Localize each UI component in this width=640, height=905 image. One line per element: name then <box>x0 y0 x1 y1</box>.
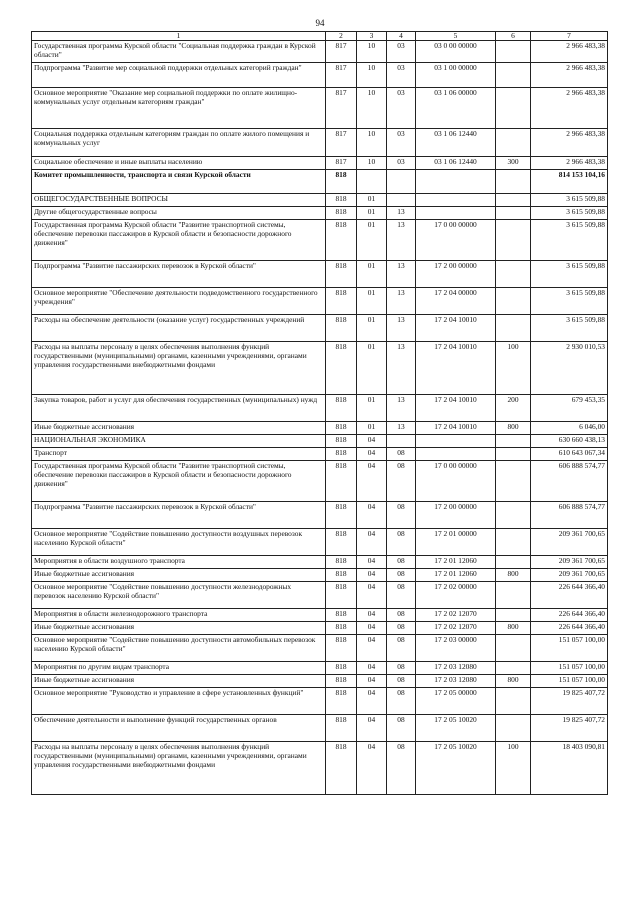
row-subsection-code: 03 <box>387 129 416 157</box>
row-section-code: 01 <box>357 207 387 220</box>
row-ved-code: 818 <box>326 609 357 622</box>
row-target-code: 17 2 03 12080 <box>416 662 496 675</box>
row-expense-type <box>496 688 531 715</box>
row-target-code: 17 2 02 00000 <box>416 582 496 609</box>
row-subsection-code: 08 <box>387 622 416 635</box>
row-target-code: 17 2 04 10010 <box>416 395 496 422</box>
row-amount: 3 615 509,88 <box>531 261 608 288</box>
row-name: Мероприятия по другим видам транспорта <box>32 662 326 675</box>
table-row <box>32 395 608 422</box>
row-amount: 2 966 483,38 <box>531 41 608 63</box>
row-expense-type: 800 <box>496 422 531 435</box>
row-ved-code: 818 <box>326 556 357 569</box>
row-name: Обеспечение деятельности и выполнение функций государственных органов <box>32 715 326 742</box>
row-section-code: 04 <box>357 435 387 448</box>
row-section-code: 01 <box>357 422 387 435</box>
table-row <box>32 609 608 622</box>
row-expense-type <box>496 170 531 194</box>
row-ved-code: 818 <box>326 207 357 220</box>
row-section-code: 04 <box>357 635 387 662</box>
table-row <box>32 41 608 63</box>
budget-table <box>31 31 608 795</box>
row-section-code: 04 <box>357 742 387 795</box>
row-subsection-code: 13 <box>387 288 416 315</box>
table-row <box>32 622 608 635</box>
row-ved-code: 818 <box>326 170 357 194</box>
row-section-code: 04 <box>357 662 387 675</box>
row-expense-type: 800 <box>496 622 531 635</box>
row-section-code: 04 <box>357 569 387 582</box>
row-ved-code: 818 <box>326 288 357 315</box>
row-expense-type: 800 <box>496 675 531 688</box>
row-amount: 18 403 090,81 <box>531 742 608 795</box>
row-amount: 3 615 509,88 <box>531 288 608 315</box>
row-subsection-code: 08 <box>387 448 416 461</box>
row-name: Иные бюджетные ассигнования <box>32 622 326 635</box>
column-header: 3 <box>357 32 387 41</box>
row-amount: 606 888 574,77 <box>531 502 608 529</box>
row-subsection-code: 13 <box>387 315 416 342</box>
table-row <box>32 63 608 88</box>
row-expense-type: 100 <box>496 342 531 395</box>
table-row <box>32 170 608 194</box>
row-subsection-code: 03 <box>387 157 416 170</box>
row-expense-type: 800 <box>496 569 531 582</box>
row-name: Социальное обеспечение и иные выплаты населению <box>32 157 326 170</box>
row-target-code <box>416 170 496 194</box>
row-name: Комитет промышленности, транспорта и связи Курской области <box>32 170 326 194</box>
row-section-code: 01 <box>357 395 387 422</box>
row-ved-code: 818 <box>326 261 357 288</box>
row-ved-code: 817 <box>326 129 357 157</box>
table-row <box>32 88 608 129</box>
row-ved-code: 818 <box>326 529 357 556</box>
row-subsection-code: 08 <box>387 635 416 662</box>
row-amount: 151 057 100,00 <box>531 662 608 675</box>
row-section-code <box>357 170 387 194</box>
row-expense-type <box>496 435 531 448</box>
row-amount: 3 615 509,88 <box>531 315 608 342</box>
row-ved-code: 818 <box>326 315 357 342</box>
row-target-code <box>416 207 496 220</box>
row-name: Транспорт <box>32 448 326 461</box>
row-expense-type <box>496 88 531 129</box>
row-expense-type <box>496 194 531 207</box>
row-amount: 3 615 509,88 <box>531 207 608 220</box>
row-expense-type <box>496 582 531 609</box>
table-row <box>32 157 608 170</box>
row-amount: 226 644 366,40 <box>531 609 608 622</box>
row-subsection-code: 08 <box>387 529 416 556</box>
row-target-code: 17 2 03 00000 <box>416 635 496 662</box>
table-row <box>32 220 608 261</box>
row-section-code: 04 <box>357 715 387 742</box>
row-expense-type <box>496 315 531 342</box>
row-expense-type <box>496 609 531 622</box>
row-expense-type <box>496 662 531 675</box>
row-ved-code: 818 <box>326 502 357 529</box>
row-ved-code: 818 <box>326 342 357 395</box>
row-name: Иные бюджетные ассигнования <box>32 569 326 582</box>
row-name: Иные бюджетные ассигнования <box>32 422 326 435</box>
row-ved-code: 818 <box>326 675 357 688</box>
row-ved-code: 818 <box>326 662 357 675</box>
column-header: 4 <box>387 32 416 41</box>
row-name: Другие общегосударственные вопросы <box>32 207 326 220</box>
row-subsection-code <box>387 435 416 448</box>
row-section-code: 04 <box>357 688 387 715</box>
row-expense-type <box>496 288 531 315</box>
row-section-code: 04 <box>357 502 387 529</box>
row-ved-code: 818 <box>326 194 357 207</box>
row-name: ОБЩЕГОСУДАРСТВЕННЫЕ ВОПРОСЫ <box>32 194 326 207</box>
row-target-code: 17 2 00 00000 <box>416 502 496 529</box>
row-expense-type <box>496 129 531 157</box>
table-row <box>32 261 608 288</box>
row-target-code <box>416 448 496 461</box>
row-section-code: 04 <box>357 556 387 569</box>
row-ved-code: 817 <box>326 88 357 129</box>
row-target-code <box>416 435 496 448</box>
row-subsection-code: 08 <box>387 582 416 609</box>
table-row <box>32 635 608 662</box>
row-target-code <box>416 194 496 207</box>
row-amount: 814 153 104,16 <box>531 170 608 194</box>
row-subsection-code: 08 <box>387 715 416 742</box>
row-target-code: 17 2 04 10010 <box>416 422 496 435</box>
row-section-code: 10 <box>357 157 387 170</box>
row-target-code: 17 2 04 10010 <box>416 342 496 395</box>
row-name: Государственная программа Курской области "Социальная поддержка граждан в Курской области" <box>32 41 326 63</box>
row-target-code: 03 1 06 12440 <box>416 157 496 170</box>
row-amount: 3 615 509,88 <box>531 194 608 207</box>
table-row <box>32 582 608 609</box>
row-ved-code: 818 <box>326 448 357 461</box>
table-row <box>32 448 608 461</box>
row-ved-code: 817 <box>326 63 357 88</box>
row-amount: 2 966 483,38 <box>531 88 608 129</box>
row-amount: 151 057 100,00 <box>531 635 608 662</box>
table-row <box>32 461 608 502</box>
row-target-code: 17 2 05 00000 <box>416 688 496 715</box>
row-expense-type <box>496 635 531 662</box>
row-amount: 679 453,35 <box>531 395 608 422</box>
row-name: Основное мероприятие "Содействие повышению доступности железнодорожных перевозок населению Курской области" <box>32 582 326 609</box>
row-target-code: 17 2 00 00000 <box>416 261 496 288</box>
row-amount: 6 046,00 <box>531 422 608 435</box>
row-ved-code: 818 <box>326 582 357 609</box>
row-name: Подпрограмма "Развитие пассажирских перевозок в Курской области" <box>32 502 326 529</box>
row-amount: 209 361 700,65 <box>531 569 608 582</box>
row-subsection-code: 08 <box>387 742 416 795</box>
row-subsection-code: 08 <box>387 461 416 502</box>
table-row <box>32 715 608 742</box>
row-subsection-code: 13 <box>387 207 416 220</box>
row-subsection-code: 08 <box>387 675 416 688</box>
row-subsection-code: 13 <box>387 342 416 395</box>
column-header: 6 <box>496 32 531 41</box>
row-amount: 226 644 366,40 <box>531 582 608 609</box>
row-target-code: 03 1 00 00000 <box>416 63 496 88</box>
row-name: Расходы на обеспечение деятельности (оказание услуг) государственных учреждений <box>32 315 326 342</box>
row-amount: 19 825 407,72 <box>531 715 608 742</box>
row-subsection-code: 03 <box>387 63 416 88</box>
row-expense-type <box>496 529 531 556</box>
row-section-code: 04 <box>357 622 387 635</box>
row-name: Подпрограмма "Развитие пассажирских перевозок в Курской области" <box>32 261 326 288</box>
row-name: Закупка товаров, работ и услуг для обеспечения государственных (муниципальных) нужд <box>32 395 326 422</box>
row-amount: 630 660 438,13 <box>531 435 608 448</box>
row-subsection-code: 13 <box>387 261 416 288</box>
row-section-code: 01 <box>357 342 387 395</box>
row-section-code: 10 <box>357 129 387 157</box>
row-section-code: 01 <box>357 194 387 207</box>
row-amount: 2 966 483,38 <box>531 129 608 157</box>
row-subsection-code: 13 <box>387 220 416 261</box>
row-name: Мероприятия в области воздушного транспорта <box>32 556 326 569</box>
row-expense-type <box>496 448 531 461</box>
row-section-code: 04 <box>357 529 387 556</box>
row-subsection-code: 08 <box>387 609 416 622</box>
row-amount: 2 966 483,38 <box>531 157 608 170</box>
row-target-code: 17 2 04 00000 <box>416 288 496 315</box>
row-target-code: 17 2 04 10010 <box>416 315 496 342</box>
row-name: НАЦИОНАЛЬНАЯ ЭКОНОМИКА <box>32 435 326 448</box>
row-expense-type <box>496 220 531 261</box>
row-section-code: 04 <box>357 582 387 609</box>
row-expense-type <box>496 502 531 529</box>
row-target-code: 17 2 03 12080 <box>416 675 496 688</box>
row-target-code: 17 2 05 10020 <box>416 742 496 795</box>
row-subsection-code <box>387 194 416 207</box>
table-row <box>32 422 608 435</box>
row-expense-type <box>496 207 531 220</box>
row-amount: 2 930 010,53 <box>531 342 608 395</box>
table-row <box>32 194 608 207</box>
table-row <box>32 502 608 529</box>
table-header-row <box>32 32 608 41</box>
row-expense-type <box>496 261 531 288</box>
row-ved-code: 818 <box>326 742 357 795</box>
row-subsection-code: 03 <box>387 41 416 63</box>
row-target-code: 17 0 00 00000 <box>416 220 496 261</box>
table-row <box>32 529 608 556</box>
row-expense-type <box>496 63 531 88</box>
table-row <box>32 675 608 688</box>
table-row <box>32 342 608 395</box>
row-subsection-code: 08 <box>387 688 416 715</box>
row-ved-code: 817 <box>326 157 357 170</box>
column-header: 2 <box>326 32 357 41</box>
row-name: Основное мероприятие "Оказание мер социальной поддержки по оплате жилищно-коммунальных услуг отдельным категориям граждан" <box>32 88 326 129</box>
row-name: Основное мероприятие "Содействие повышению доступности автомобильных перевозок населению Курской области" <box>32 635 326 662</box>
row-expense-type <box>496 41 531 63</box>
row-target-code: 17 2 01 12060 <box>416 556 496 569</box>
row-subsection-code: 08 <box>387 662 416 675</box>
row-target-code: 03 0 00 00000 <box>416 41 496 63</box>
row-ved-code: 818 <box>326 220 357 261</box>
row-ved-code: 817 <box>326 41 357 63</box>
row-name: Подпрограмма "Развитие мер социальной поддержки отдельных категорий граждан" <box>32 63 326 88</box>
row-target-code: 03 1 06 12440 <box>416 129 496 157</box>
row-target-code: 17 2 02 12070 <box>416 622 496 635</box>
row-expense-type: 200 <box>496 395 531 422</box>
row-amount: 19 825 407,72 <box>531 688 608 715</box>
page-number: 94 <box>315 18 325 28</box>
row-section-code: 01 <box>357 261 387 288</box>
row-ved-code: 818 <box>326 422 357 435</box>
row-amount: 2 966 483,38 <box>531 63 608 88</box>
row-subsection-code: 13 <box>387 422 416 435</box>
row-target-code: 17 2 01 12060 <box>416 569 496 582</box>
row-subsection-code: 03 <box>387 88 416 129</box>
row-ved-code: 818 <box>326 435 357 448</box>
row-ved-code: 818 <box>326 715 357 742</box>
table-row <box>32 315 608 342</box>
row-subsection-code: 08 <box>387 502 416 529</box>
row-section-code: 01 <box>357 288 387 315</box>
row-subsection-code: 13 <box>387 395 416 422</box>
table-row <box>32 207 608 220</box>
row-section-code: 10 <box>357 63 387 88</box>
row-name: Основное мероприятие "Обеспечение деятельности подведомственного государственного учреждения" <box>32 288 326 315</box>
row-section-code: 10 <box>357 88 387 129</box>
table-row <box>32 742 608 795</box>
row-name: Расходы на выплаты персоналу в целях обеспечения выполнения функций государственными (муниципальными) органами, казенными учреждениями, органами управления государственными внебюджетными фондами <box>32 742 326 795</box>
row-target-code: 17 2 01 00000 <box>416 529 496 556</box>
row-name: Государственная программа Курской области "Развитие транспортной системы, обеспечение перевозки пассажиров в Курской области и безопасности дорожного движения" <box>32 461 326 502</box>
row-ved-code: 818 <box>326 622 357 635</box>
table-row <box>32 688 608 715</box>
row-amount: 610 643 067,34 <box>531 448 608 461</box>
row-section-code: 04 <box>357 675 387 688</box>
row-target-code: 17 2 02 12070 <box>416 609 496 622</box>
row-amount: 3 615 509,88 <box>531 220 608 261</box>
row-name: Социальная поддержка отдельным категориям граждан по оплате жилого помещения и коммунальных услуг <box>32 129 326 157</box>
row-expense-type <box>496 715 531 742</box>
row-expense-type: 100 <box>496 742 531 795</box>
row-section-code: 04 <box>357 461 387 502</box>
row-ved-code: 818 <box>326 569 357 582</box>
row-expense-type: 300 <box>496 157 531 170</box>
row-section-code: 10 <box>357 41 387 63</box>
row-amount: 151 057 100,00 <box>531 675 608 688</box>
row-name: Расходы на выплаты персоналу в целях обеспечения выполнения функций государственными (муниципальными) органами, казенными учреждениями, органами управления государственными внебюджетными фондами <box>32 342 326 395</box>
row-target-code: 17 0 00 00000 <box>416 461 496 502</box>
table-row <box>32 435 608 448</box>
row-section-code: 01 <box>357 220 387 261</box>
row-name: Иные бюджетные ассигнования <box>32 675 326 688</box>
table-row <box>32 569 608 582</box>
row-subsection-code: 08 <box>387 556 416 569</box>
row-subsection-code <box>387 170 416 194</box>
row-expense-type <box>496 556 531 569</box>
row-amount: 209 361 700,65 <box>531 556 608 569</box>
row-amount: 606 888 574,77 <box>531 461 608 502</box>
row-ved-code: 818 <box>326 688 357 715</box>
row-name: Основное мероприятие "Содействие повышению доступности воздушных перевозок населению Курской области" <box>32 529 326 556</box>
row-ved-code: 818 <box>326 461 357 502</box>
column-header: 1 <box>32 32 326 41</box>
row-section-code: 04 <box>357 609 387 622</box>
row-target-code: 03 1 06 00000 <box>416 88 496 129</box>
row-name: Мероприятия в области железнодорожного транспорта <box>32 609 326 622</box>
row-amount: 226 644 366,40 <box>531 622 608 635</box>
row-section-code: 01 <box>357 315 387 342</box>
row-expense-type <box>496 461 531 502</box>
table-row <box>32 129 608 157</box>
row-ved-code: 818 <box>326 635 357 662</box>
row-section-code: 04 <box>357 448 387 461</box>
table-row <box>32 288 608 315</box>
row-subsection-code: 08 <box>387 569 416 582</box>
row-target-code: 17 2 05 10020 <box>416 715 496 742</box>
table-row <box>32 662 608 675</box>
row-amount: 209 361 700,65 <box>531 529 608 556</box>
column-header: 7 <box>531 32 608 41</box>
row-name: Государственная программа Курской области "Развитие транспортной системы, обеспечение перевозки пассажиров в Курской области и безопасности дорожного движения" <box>32 220 326 261</box>
table-row <box>32 556 608 569</box>
row-name: Основное мероприятие "Руководство и управление в сфере установленных функций" <box>32 688 326 715</box>
budget-table-body <box>32 32 608 795</box>
row-ved-code: 818 <box>326 395 357 422</box>
column-header: 5 <box>416 32 496 41</box>
